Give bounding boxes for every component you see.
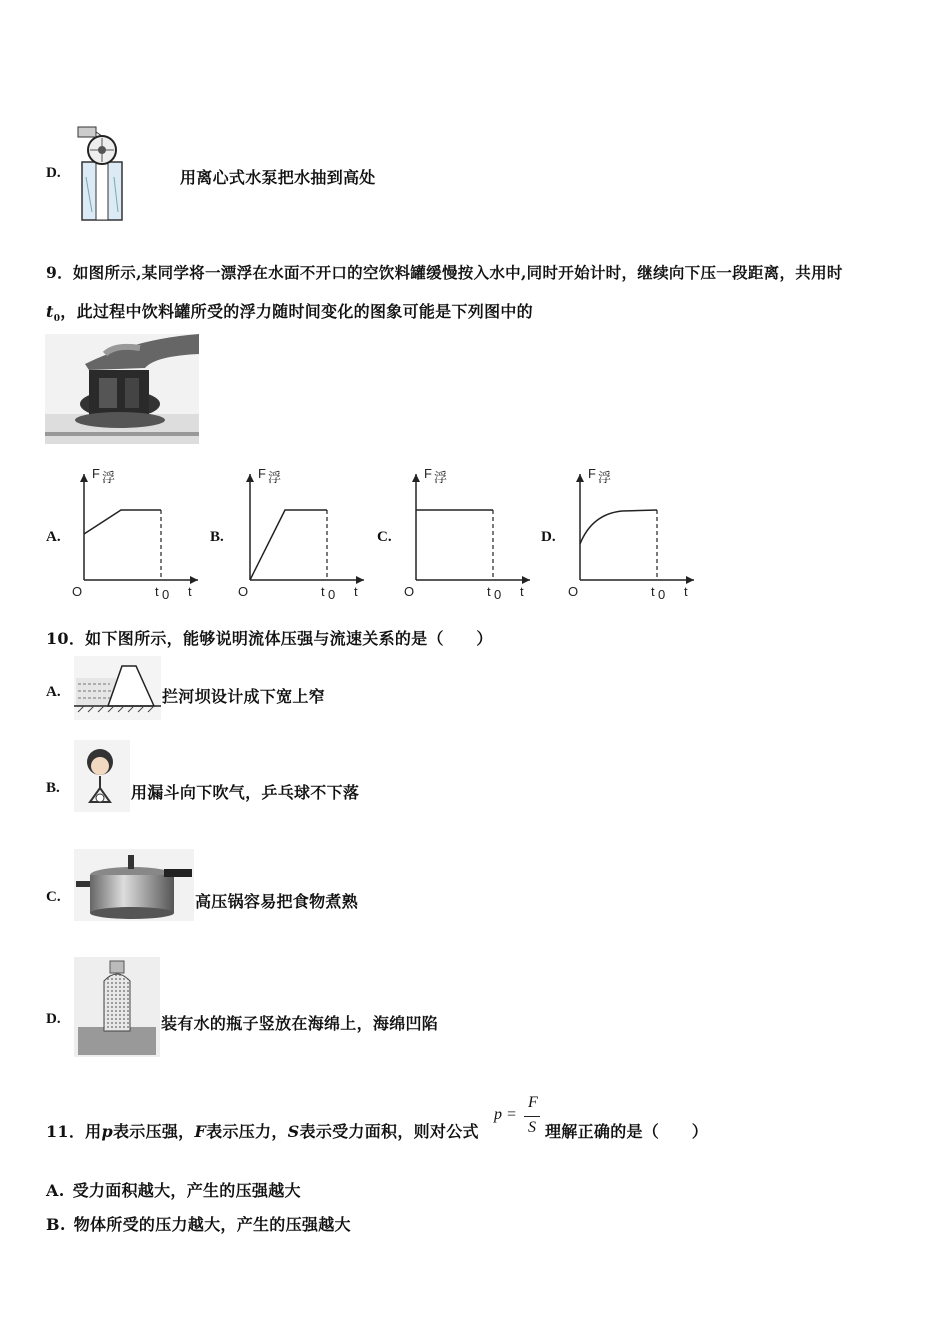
y-axis-label: F [258, 466, 266, 481]
x-axis-label: t [684, 584, 688, 599]
var-f: F [194, 1122, 207, 1141]
q11-option-a-text: 受力面积越大，产生的压强越大 [72, 1181, 301, 1200]
q11-option-b-label: B. [46, 1215, 66, 1234]
q11-stem-mid3: 表示受力面积，则对公式 [299, 1122, 479, 1141]
water-pump-image [72, 122, 138, 222]
t0-tick-label: t [321, 584, 325, 599]
x-axis-arrow [686, 576, 694, 584]
force-curve [580, 510, 657, 544]
q9-graph-c [398, 462, 538, 607]
y-axis-label-sub: 浮 [268, 470, 282, 485]
q9-stem-line2-text: ，此过程中饮料罐所受的浮力随时间变化的图象可能是下列图中的 [60, 302, 533, 321]
q9-graph-b-label: B. [210, 529, 224, 545]
q9-graph-a [66, 462, 206, 607]
y-axis-arrow [246, 474, 254, 482]
q11-stem [46, 1119, 479, 1142]
y-axis-arrow [576, 474, 584, 482]
t0-tick-label: t [487, 584, 491, 599]
y-axis-label: F [424, 466, 432, 481]
y-axis-label-sub: 浮 [598, 470, 612, 485]
q10-option-d-text: 装有水的瓶子竖放在海绵上，海绵凹陷 [161, 1014, 439, 1033]
q9-graph-c-label: C. [377, 529, 392, 545]
pressure-formula [494, 1094, 544, 1142]
t0-sub: 0 [53, 314, 61, 325]
t0-tick-sub: 0 [658, 587, 666, 602]
q10-option-a-text: 拦河坝设计成下宽上窄 [162, 687, 326, 706]
formula-denominator: S [528, 1119, 536, 1136]
q11-stem-post: 理解正确的是（ ） [545, 1122, 709, 1141]
t0-tick-sub: 0 [494, 587, 502, 602]
drink-can-photo [45, 334, 199, 444]
formula-fraction-bar [524, 1116, 540, 1117]
origin-label: O [72, 584, 83, 599]
q11-option-b [46, 1212, 351, 1235]
formula-numerator: F [528, 1094, 538, 1111]
q8-option-d-label: D. [46, 165, 61, 181]
q8-option-d-text: 用离心式水泵把水抽到高处 [180, 168, 376, 187]
origin-label: O [404, 584, 415, 599]
q10-option-b-label: B. [46, 780, 60, 796]
var-s: S [287, 1122, 300, 1141]
q10-option-c-label: C. [46, 889, 61, 905]
q11-option-b-text: 物体所受的压力越大，产生的压强越大 [73, 1215, 351, 1234]
t0-tick-label: t [155, 584, 159, 599]
q9-graph-b [232, 462, 372, 607]
t0-tick-sub: 0 [162, 587, 170, 602]
q11-option-a [46, 1178, 301, 1201]
y-axis-arrow [412, 474, 420, 482]
t0-var: t [46, 302, 54, 321]
formula-lhs: p = [494, 1106, 517, 1123]
y-axis-label-sub: 浮 [434, 470, 448, 485]
x-axis-arrow [356, 576, 364, 584]
dam-image [74, 656, 161, 720]
q10-option-a-label: A. [46, 684, 61, 700]
q10-option-d-label: D. [46, 1011, 61, 1027]
q11-stem-mid2: 表示压力， [206, 1122, 288, 1141]
funnel-image [74, 740, 130, 812]
t0-tick-label: t [651, 584, 655, 599]
q11-stem-pre: 11．用 [46, 1122, 102, 1141]
q9-stem-line1: 9．如图所示,某同学将一漂浮在水面不开口的空饮料罐缓慢按入水中,同时开始计时，继续向下压一段距离，共用时 [46, 263, 843, 282]
force-curve [84, 510, 161, 534]
pressure-cooker-image [74, 849, 194, 921]
x-axis-label: t [520, 584, 524, 599]
var-p: p [101, 1122, 113, 1141]
origin-label: O [238, 584, 249, 599]
y-axis-label: F [92, 466, 100, 481]
q10-option-c-text: 高压锅容易把食物煮熟 [195, 892, 359, 911]
y-axis-label: F [588, 466, 596, 481]
q10-stem: 10．如下图所示，能够说明流体压强与流速关系的是（ ） [46, 629, 493, 648]
q9-graph-a-label: A. [46, 529, 61, 545]
y-axis-label-sub: 浮 [102, 470, 116, 485]
origin-label: O [568, 584, 579, 599]
x-axis-arrow [522, 576, 530, 584]
t0-tick-sub: 0 [328, 587, 336, 602]
x-axis-arrow [190, 576, 198, 584]
bottle-sponge-image [74, 957, 160, 1057]
q11-option-a-label: A. [46, 1181, 65, 1200]
force-curve [250, 510, 327, 580]
x-axis-label: t [354, 584, 358, 599]
q9-graph-d [562, 462, 702, 607]
q9-graph-d-label: D. [541, 529, 556, 545]
q11-stem-mid1: 表示压强， [112, 1122, 195, 1141]
q10-option-b-text: 用漏斗向下吹气，乒乓球不下落 [131, 783, 360, 802]
x-axis-label: t [188, 584, 192, 599]
q9-stem-line2 [46, 299, 533, 324]
y-axis-arrow [80, 474, 88, 482]
